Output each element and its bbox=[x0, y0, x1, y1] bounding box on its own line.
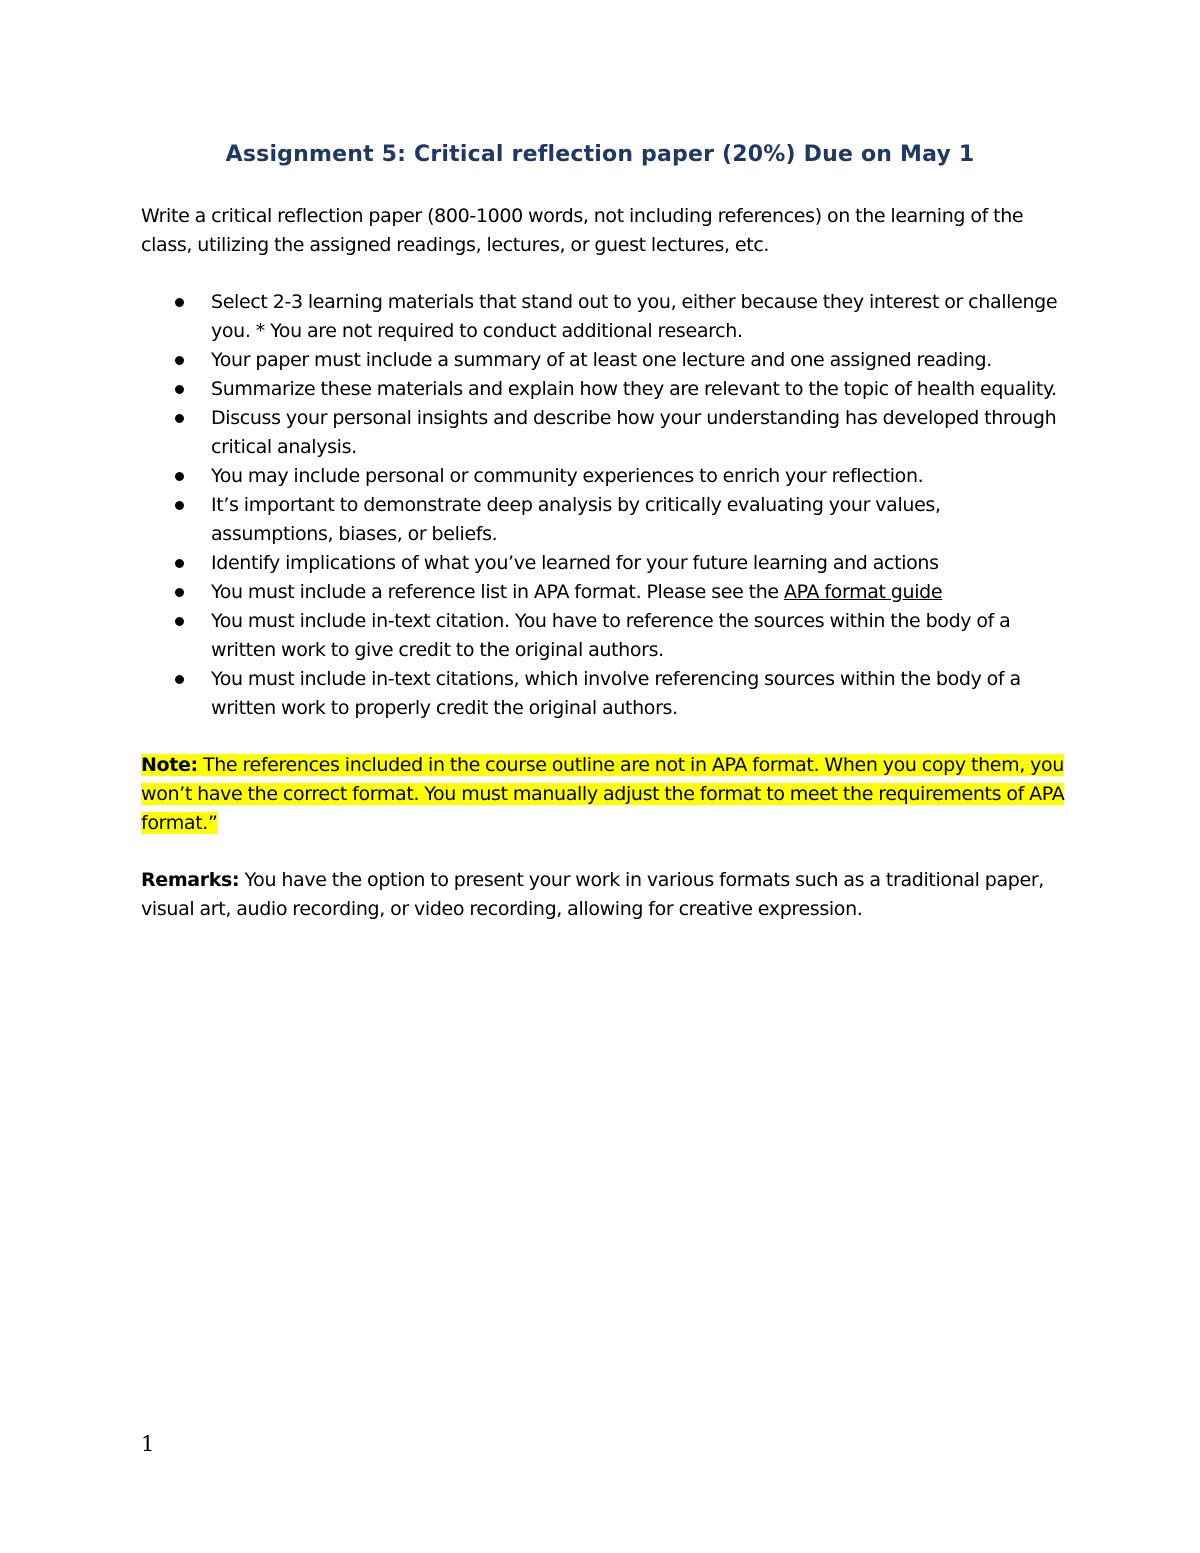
list-item-text: It’s important to demonstrate deep analysis by critically evaluating your values, assumptions, biases, or beliefs. bbox=[211, 494, 941, 545]
list-item-text: You must include a reference list in APA format. Please see the bbox=[211, 581, 784, 603]
list-item-text: You must include in-text citation. You have to reference the sources within the body of a written work to give credit to the original authors. bbox=[211, 610, 1011, 661]
bullet-icon bbox=[175, 472, 184, 481]
page-title: Assignment 5: Critical reflection paper (20%) Due on May 1 bbox=[225, 142, 975, 167]
list-item bbox=[141, 491, 1066, 549]
bullet-icon bbox=[175, 356, 184, 365]
page-number: 1 bbox=[141, 1432, 155, 1456]
bullet-icon bbox=[175, 385, 184, 394]
list-item bbox=[141, 549, 1066, 578]
intro-paragraph: Write a critical reflection paper (800-1000 words, not including references) on the learning of the class, utilizing the assigned readings, lectures, or guest lectures, etc. bbox=[141, 205, 1024, 256]
list-item-text: Discuss your personal insights and describe how your understanding has developed through critical analysis. bbox=[211, 407, 1057, 458]
note-label: Note: bbox=[141, 754, 198, 776]
bullet-icon bbox=[175, 414, 184, 423]
document-body bbox=[141, 202, 1066, 924]
list-item bbox=[141, 404, 1066, 462]
list-item bbox=[141, 375, 1066, 404]
list-item-text: Select 2-3 learning materials that stand out to you, either because they interest or challenge you. * You are not required to conduct additional research. bbox=[211, 291, 1058, 342]
list-item bbox=[141, 578, 1066, 607]
apa-format-guide-link[interactable]: APA format guide bbox=[783, 581, 943, 603]
bullet-icon bbox=[175, 588, 184, 597]
bullet-icon bbox=[175, 559, 184, 568]
bullet-icon bbox=[175, 617, 184, 626]
remarks-text: You have the option to present your work in various formats such as a traditional paper, visual art, audio recording, or video recording, allowing for creative expression. bbox=[141, 869, 1044, 920]
remarks-paragraph bbox=[141, 866, 1066, 924]
list-item-text: Your paper must include a summary of at least one lecture and one assigned reading. bbox=[211, 349, 992, 371]
list-item-text: You may include personal or community experiences to enrich your reflection. bbox=[211, 465, 924, 487]
list-item bbox=[141, 462, 1066, 491]
requirements-list bbox=[141, 288, 1066, 723]
list-item-text: You must include in-text citations, which involve referencing sources within the body of a written work to properly credit the original authors. bbox=[211, 668, 1021, 719]
bullet-icon bbox=[175, 675, 184, 684]
list-item-text: Identify implications of what you’ve learned for your future learning and actions bbox=[211, 552, 939, 574]
bullet-icon bbox=[175, 298, 184, 307]
bullet-icon bbox=[175, 501, 184, 510]
note-paragraph bbox=[141, 751, 1066, 838]
list-item bbox=[141, 665, 1066, 723]
list-item bbox=[141, 288, 1066, 346]
list-item bbox=[141, 607, 1066, 665]
remarks-label: Remarks: bbox=[141, 869, 240, 891]
list-item bbox=[141, 346, 1066, 375]
note-text: The references included in the course outline are not in APA format. When you copy them, you won’t have the correct format. You must manually adjust the format to meet the requirements of APA format.” bbox=[141, 754, 1065, 834]
note-highlight bbox=[141, 754, 1064, 834]
list-item-text: Summarize these materials and explain how they are relevant to the topic of health equality. bbox=[211, 378, 1057, 400]
